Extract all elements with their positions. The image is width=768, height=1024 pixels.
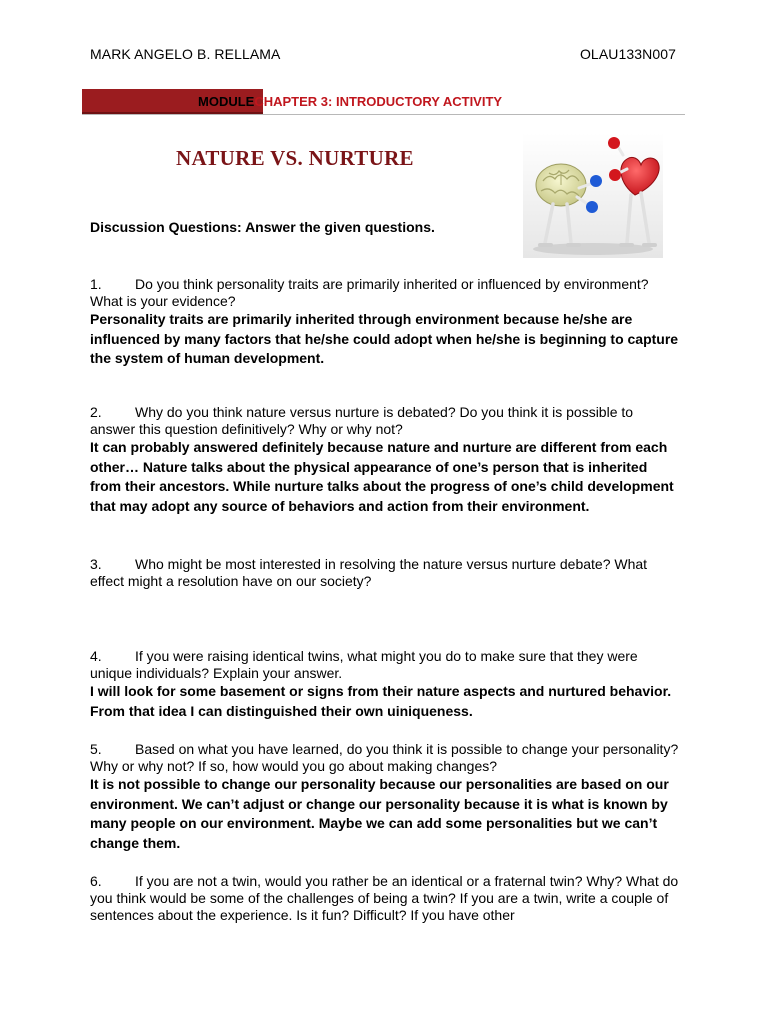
banner-chapter-label: CHAPTER 3: INTRODUCTORY ACTIVITY: [254, 94, 503, 109]
answer-2: It can probably answered definitely because nature and nurture are different from each other… Nature talks about the physical appearance of one’s person that is inherited from their ancestors. While nurture talks about the progress of one’s child development that may adopt any source of behaviors and action from their environment.: [90, 439, 674, 514]
question-text: Who might be most interested in resolving the nature versus nurture debate? What effect might a resolution have on our society?: [90, 556, 648, 589]
question-1: [90, 276, 680, 310]
banner-module-label: MODULE: [198, 94, 255, 109]
question-block-6: [90, 873, 680, 924]
author-name: MARK ANGELO B. RELLAMA: [90, 46, 281, 62]
answer-4: I will look for some basement or signs from their nature aspects and nurtured behavior. From that idea I can distinguished their own uiniqueness.: [90, 683, 672, 719]
question-block-5: [90, 741, 680, 853]
question-text: Why do you think nature versus nurture is debated? Do you think it is possible to answer this question definitively? Why or why not?: [90, 404, 634, 437]
question-text: If you are not a twin, would you rather be an identical or a fraternal twin? Why? What do you think would be some of the challenges of being a twin? If you are a twin, write a couple of sentences about the experience. Is it fun? Difficult? If you have other: [90, 873, 679, 923]
question-6: [90, 873, 680, 924]
discussion-intro: Discussion Questions: Answer the given questions.: [90, 219, 435, 235]
question-number: 2.: [90, 404, 102, 420]
question-number: 6.: [90, 873, 102, 889]
document-title: NATURE VS. NURTURE: [176, 146, 414, 170]
question-block-2: [90, 404, 680, 516]
question-4: [90, 648, 680, 682]
question-number: 3.: [90, 556, 102, 572]
question-text: Based on what you have learned, do you think it is possible to change your personality? Why or why not? If so, how would you go about making changes?: [90, 741, 679, 774]
module-banner: [82, 89, 685, 115]
question-3: [90, 556, 680, 590]
question-5: [90, 741, 680, 775]
question-text: If you were raising identical twins, what might you do to make sure that they were unique individuals? Explain your answer.: [90, 648, 638, 681]
question-text: Do you think personality traits are primarily inherited or influenced by environment? What is your evidence?: [90, 276, 649, 309]
question-number: 1.: [90, 276, 102, 292]
banner-rule: [82, 114, 685, 115]
banner-heading: [198, 94, 502, 109]
question-block-1: [90, 276, 680, 369]
question-number: 4.: [90, 648, 102, 664]
answer-1: Personality traits are primarily inherited through environment because he/she are influenced by many factors that he/she could adopt when he/she is beginning to capture the system of human development.: [90, 311, 679, 366]
question-block-3: [90, 556, 680, 590]
brain-vs-heart-boxing-illustration: [523, 133, 663, 258]
answer-5: It is not possible to change our personality because our personalities are based on our environment. We can’t adjust or change our personality because it is what is known by many people on our environment. Maybe we can add some personalities but we can’t change them.: [90, 776, 669, 851]
student-code: OLAU133N007: [579, 46, 676, 62]
question-2: [90, 404, 680, 438]
question-block-4: [90, 648, 680, 721]
question-number: 5.: [90, 741, 102, 757]
